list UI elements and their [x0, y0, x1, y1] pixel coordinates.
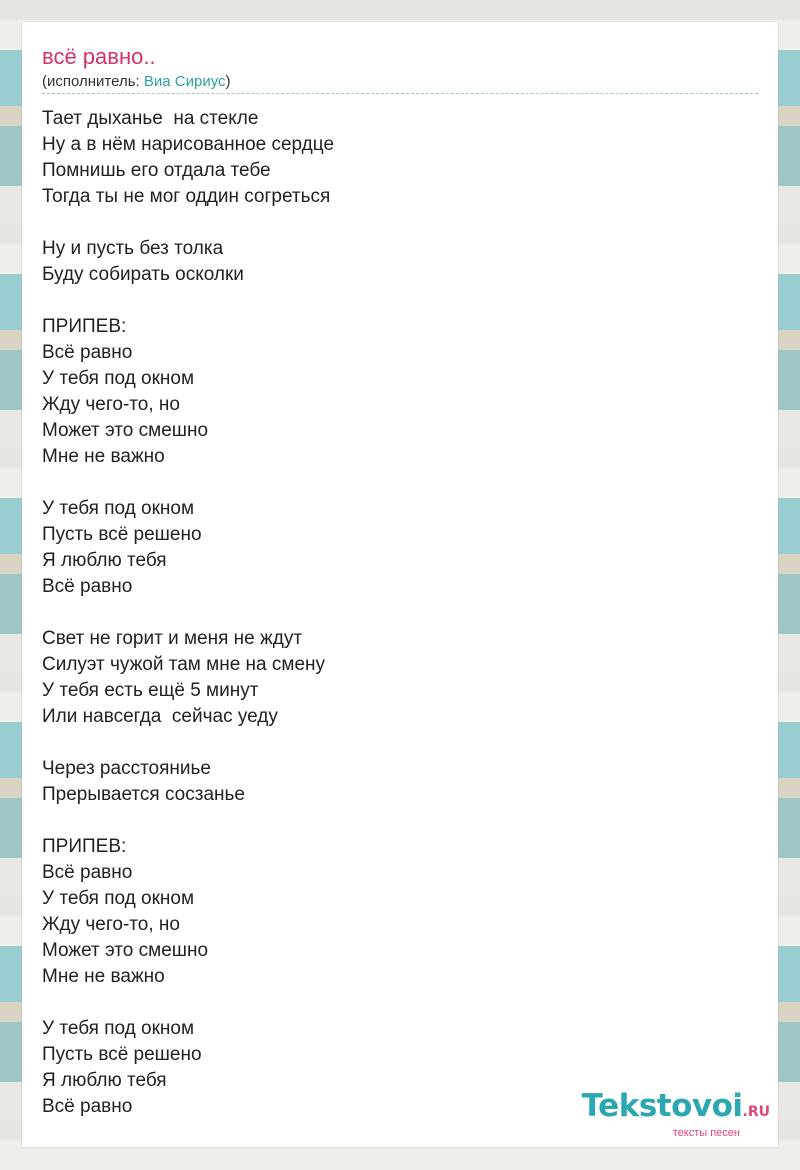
logo-name: Tekstovoi	[581, 1088, 743, 1124]
lyrics-line: Ну а в нём нарисованное сердце	[42, 134, 335, 155]
logo-domain-suffix: .RU	[742, 1104, 770, 1120]
lyrics-line: Пусть всё решено	[42, 524, 202, 545]
lyrics-line: Пусть всё решено	[42, 1044, 202, 1065]
lyrics-blank-line	[42, 288, 742, 314]
lyrics-line: Жду чего-то, но	[42, 394, 180, 415]
lyrics-body	[42, 106, 742, 1120]
lyrics-sheet	[22, 22, 778, 1147]
song-title: всё равно..	[42, 44, 156, 69]
lyrics-line: Может это смешно	[42, 940, 209, 961]
lyrics-line: Тогда ты не мог оддин согреться	[42, 186, 331, 207]
lyrics-blank-line	[42, 730, 742, 756]
logo-tagline: тексты песен	[672, 1127, 740, 1139]
lyrics-line: Прерывается сосзанье	[42, 784, 245, 805]
lyrics-line: ПРИПЕВ:	[42, 836, 127, 857]
lyrics-line: Я люблю тебя	[42, 550, 167, 571]
lyrics-line: ПРИПЕВ:	[42, 316, 127, 337]
lyrics-line: Может это смешно	[42, 420, 209, 441]
title-divider	[42, 93, 758, 94]
lyrics-line: У тебя под окном	[42, 888, 195, 909]
lyrics-line: Ну и пусть без толка	[42, 238, 224, 259]
lyrics-line: Или навсегда сейчас уеду	[42, 706, 278, 727]
performer-line	[42, 73, 231, 91]
performer-prefix: (исполнитель:	[42, 73, 144, 90]
lyrics-blank-line	[42, 210, 742, 236]
lyrics-line: Силуэт чужой там мне на смену	[42, 654, 326, 675]
lyrics-line: Тает дыханье на стекле	[42, 108, 259, 129]
performer-suffix: )	[225, 73, 231, 90]
lyrics-line: Я люблю тебя	[42, 1070, 167, 1091]
lyrics-line: У тебя под окном	[42, 1018, 195, 1039]
lyrics-line: Мне не важно	[42, 446, 165, 467]
lyrics-line: Всё равно	[42, 1096, 133, 1117]
artist-link[interactable]: Виа Сириус	[143, 73, 226, 90]
lyrics-line: У тебя под окном	[42, 498, 195, 519]
lyrics-line: Через расстояниье	[42, 758, 211, 779]
lyrics-line: Мне не важно	[42, 966, 165, 987]
lyrics-blank-line	[42, 808, 742, 834]
lyrics-line: Всё равно	[42, 576, 133, 597]
lyrics-blank-line	[42, 600, 742, 626]
lyrics-blank-line	[42, 470, 742, 496]
lyrics-blank-line	[42, 990, 742, 1016]
lyrics-line: Помнишь его отдала тебе	[42, 160, 271, 181]
lyrics-line: Свет не горит и меня не ждут	[42, 628, 303, 649]
lyrics-line: У тебя под окном	[42, 368, 195, 389]
lyrics-line: Всё равно	[42, 862, 133, 883]
lyrics-line: У тебя есть ещё 5 минут	[42, 680, 259, 701]
lyrics-line: Жду чего-то, но	[42, 914, 180, 935]
lyrics-line: Всё равно	[42, 342, 133, 363]
site-logo[interactable]	[582, 1090, 770, 1139]
lyrics-line: Буду собирать осколки	[42, 264, 244, 285]
logo-wordmark	[582, 1090, 770, 1128]
